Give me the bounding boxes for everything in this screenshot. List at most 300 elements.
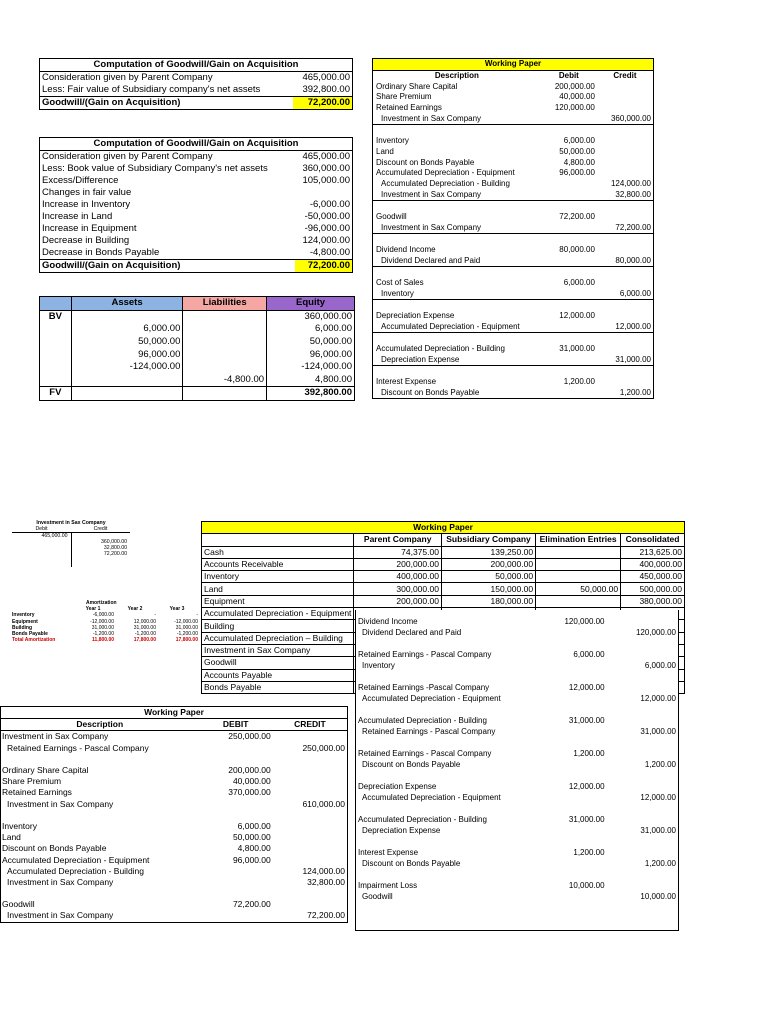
- entry-credit: [607, 682, 678, 693]
- entry-description: Retained Earnings - Pascal Company: [7, 742, 149, 753]
- entry-debit: 370,000.00: [228, 787, 271, 798]
- entry-description: Accumulated Depreciation - Building: [358, 815, 487, 824]
- row-value: 124,000.00: [302, 235, 350, 246]
- entry-credit: [597, 125, 654, 136]
- entry-debit: 72,200.00: [559, 211, 595, 221]
- amortization-value: 11,800.00: [92, 637, 114, 644]
- entry-credit: 12,000.00: [615, 321, 651, 331]
- amortization-value: 17,800.00: [133, 637, 156, 644]
- row-value: 465,000.00: [302, 72, 350, 83]
- entry-debit: 31,000.00: [559, 344, 595, 354]
- entry-row: [1, 731, 348, 743]
- row-label: Less: Fair value of Subsidiary company's net assets: [42, 84, 261, 95]
- account-name: Building: [202, 620, 354, 632]
- entry-credit: 72,200.00: [307, 910, 345, 921]
- entry-debit: [541, 333, 597, 344]
- entry-debit: [548, 693, 607, 704]
- amortization-row: [12, 637, 198, 643]
- entry-debit: [548, 770, 607, 781]
- bv-tag: BV: [40, 310, 72, 323]
- entry-row: [373, 311, 654, 322]
- entry-debit: [548, 671, 607, 682]
- entry-debit: [548, 660, 607, 671]
- subsidiary-value: 50,000.00: [441, 571, 535, 583]
- entry-description: Cost of Sales: [376, 278, 424, 288]
- goodwill-label: Goodwill/(Gain on Acquisition): [40, 97, 294, 110]
- amortization-value: 31,000.00: [133, 624, 156, 631]
- row-value: 360,000.00: [302, 163, 350, 174]
- entry-credit: [607, 649, 678, 660]
- t-credit-label: Credit: [93, 526, 108, 532]
- working-paper-title: Working Paper: [1, 707, 348, 719]
- entry-description: [356, 836, 548, 847]
- entry-credit: [273, 888, 348, 899]
- entry-row: [356, 660, 678, 671]
- row-value: -96,000.00: [304, 223, 350, 234]
- amortization-value: 31,000.00: [175, 624, 198, 631]
- entry-description: Goodwill: [362, 892, 393, 901]
- entry-row: [373, 255, 654, 266]
- entry-row: [356, 704, 678, 715]
- entry-row: [373, 113, 654, 124]
- entry-debit: [541, 322, 597, 333]
- entry-credit: [607, 638, 678, 649]
- parent-value: 300,000.00: [354, 583, 442, 595]
- entry-description: Impairment Loss: [358, 881, 418, 890]
- entry-description: Inventory: [2, 820, 37, 831]
- entry-debit: [548, 638, 607, 649]
- consolidation-row: [202, 595, 685, 607]
- amortization-value: -12,000.00: [174, 618, 198, 625]
- entry-debit: [541, 255, 597, 266]
- entry-description: [373, 300, 541, 311]
- entry-debit: 12,000.00: [568, 683, 605, 692]
- elimination-value: 50,000.00: [536, 583, 621, 595]
- entry-row: [356, 616, 678, 627]
- entry-debit: [541, 288, 597, 299]
- entry-credit: [607, 748, 678, 759]
- entry-credit: [597, 333, 654, 344]
- entry-credit: 6,000.00: [619, 288, 651, 298]
- entry-description: Discount on Bonds Payable: [2, 843, 107, 854]
- year-header: Year 2: [127, 606, 143, 613]
- account-name: Land: [202, 583, 354, 595]
- entry-debit: 96,000.00: [559, 168, 595, 178]
- entry-credit: [597, 234, 654, 245]
- entry-row: [373, 355, 654, 366]
- equity-total: 392,800.00: [267, 387, 355, 401]
- entry-description: Depreciation Expense: [358, 782, 437, 791]
- entry-credit: [597, 81, 654, 92]
- account-name: Bonds Payable: [202, 681, 354, 693]
- entry-debit: [548, 858, 607, 869]
- col-header: [202, 534, 354, 546]
- entry-credit: [597, 92, 654, 103]
- entry-debit: [541, 113, 597, 124]
- assets-cell: 6,000.00: [71, 323, 183, 336]
- amortization-value: -6,000.00: [92, 612, 114, 619]
- entry-credit: [597, 377, 654, 388]
- desc-header: Description: [1, 719, 199, 731]
- liab-cell: [183, 361, 267, 374]
- year-header: Year 1: [85, 606, 101, 613]
- entry-description: Accumulated Depreciation - Equipment: [362, 694, 501, 703]
- entry-description: Dividend Income: [376, 245, 436, 255]
- entry-debit: 72,200.00: [232, 899, 271, 910]
- entry-row: [356, 847, 678, 858]
- parent-value: 200,000.00: [354, 595, 442, 607]
- entry-description: Ordinary Share Capital: [2, 765, 89, 776]
- entry-credit: [273, 821, 348, 832]
- entry-row: [356, 814, 678, 825]
- row-value: [295, 187, 353, 199]
- account-name: Goodwill: [202, 657, 354, 669]
- entry-description: Inventory: [376, 136, 409, 146]
- row-label: Changes in fair value: [42, 187, 132, 198]
- entry-credit: [597, 168, 654, 179]
- entry-row: [356, 649, 678, 660]
- t-credit-value: 360,000.00: [101, 539, 127, 545]
- entry-debit: [199, 810, 273, 821]
- liab-cell: [183, 310, 267, 323]
- entry-description: Investment in Sax Company: [381, 222, 482, 232]
- goodwill-table-title: Computation of Goodwill/Gain on Acquisition: [40, 59, 353, 72]
- entry-description: [1, 888, 199, 899]
- entry-credit: [607, 847, 678, 858]
- entry-credit: [273, 810, 348, 821]
- entry-credit: [607, 616, 678, 627]
- amortization-label: Building: [12, 624, 32, 631]
- entry-debit: [199, 743, 273, 754]
- entry-debit: [548, 891, 607, 902]
- assets-cell: [71, 310, 183, 323]
- entry-row: [356, 825, 678, 836]
- entry-description: [356, 638, 548, 649]
- entry-debit: [541, 366, 597, 377]
- entry-row: [356, 638, 678, 649]
- entry-debit: 6,000.00: [237, 820, 271, 831]
- entry-row: [373, 147, 654, 158]
- consolidation-row: [202, 546, 685, 558]
- entry-description: Depreciation Expense: [362, 826, 441, 835]
- entry-row: [373, 377, 654, 388]
- entry-row: [1, 854, 348, 865]
- entry-row: [356, 682, 678, 693]
- entry-debit: [199, 799, 273, 810]
- entry-credit: [597, 147, 654, 158]
- subsidiary-value: 180,000.00: [441, 595, 535, 607]
- entry-debit: [541, 222, 597, 233]
- entry-debit: [548, 704, 607, 715]
- goodwill-table-title: Computation of Goodwill/Gain on Acquisition: [40, 138, 353, 151]
- working-paper-5-frame: [355, 610, 679, 931]
- entry-row: [373, 212, 654, 223]
- entry-credit: 80,000.00: [615, 255, 651, 265]
- entry-row: [373, 92, 654, 103]
- entry-debit: [541, 125, 597, 136]
- amortization-value: -1,200.00: [176, 631, 198, 638]
- entry-credit: 72,200.00: [615, 222, 651, 232]
- entry-credit: [597, 136, 654, 147]
- entry-description: Discount on Bonds Payable: [376, 157, 475, 167]
- entry-debit: [541, 179, 597, 190]
- account-name: Inventory: [202, 571, 354, 583]
- entry-description: Investment in Sax Company: [7, 876, 114, 887]
- goodwill-table-2: [39, 137, 353, 273]
- entry-credit: [597, 311, 654, 322]
- entry-description: [356, 803, 548, 814]
- entry-credit: [273, 854, 348, 865]
- entry-debit: [199, 754, 273, 765]
- entry-credit: 124,000.00: [302, 865, 345, 876]
- entry-credit: 31,000.00: [615, 354, 651, 364]
- entry-credit: [607, 869, 678, 880]
- entry-row: [373, 267, 654, 278]
- row-value: -6,000.00: [309, 199, 350, 210]
- entry-debit: 1,200.00: [573, 848, 605, 857]
- entry-description: [356, 770, 548, 781]
- t-credit-value: 32,800.00: [103, 545, 127, 551]
- entry-credit: [273, 832, 348, 843]
- entry-credit: 32,800.00: [615, 189, 651, 199]
- entry-debit: [541, 200, 597, 211]
- entry-debit: 40,000.00: [232, 776, 271, 787]
- account-name: Accounts Payable: [202, 669, 354, 681]
- entry-row: [1, 787, 348, 798]
- liab-cell: -4,800.00: [183, 374, 267, 387]
- working-paper-4: [0, 706, 348, 923]
- entry-debit: [548, 836, 607, 847]
- entry-description: [373, 234, 541, 245]
- t-debit-value: 465,000.00: [41, 533, 68, 539]
- entry-row: [373, 388, 654, 399]
- credit-header: CREDIT: [273, 719, 348, 731]
- debit-header: DEBIT: [199, 719, 273, 731]
- entry-row: [373, 234, 654, 245]
- entry-description: [373, 333, 541, 344]
- entry-description: [373, 267, 541, 278]
- consolidation-row: [202, 583, 685, 595]
- entry-debit: [548, 726, 607, 737]
- entry-debit: 200,000.00: [228, 765, 271, 776]
- entry-debit: 10,000.00: [568, 881, 605, 890]
- goodwill-value: 72,200.00: [293, 97, 352, 110]
- entry-row: [356, 715, 678, 726]
- amortization-label: Equipment: [12, 618, 38, 625]
- consolidation-row: [202, 571, 685, 583]
- entry-row: [356, 803, 678, 814]
- ale-table: [39, 296, 355, 401]
- entry-debit: 50,000.00: [232, 832, 271, 843]
- entry-debit: 250,000.00: [228, 731, 271, 742]
- col-header: Consolidated: [621, 534, 685, 546]
- entry-credit: 31,000.00: [640, 826, 676, 835]
- entry-description: Inventory: [381, 288, 414, 298]
- entry-description: [356, 671, 548, 682]
- row-label: Consideration given by Parent Company: [42, 151, 213, 162]
- entry-debit: [541, 189, 597, 200]
- entry-description: Dividend Declared and Paid: [362, 628, 462, 637]
- consolidation-row: [202, 558, 685, 570]
- entry-debit: [541, 388, 597, 399]
- entry-row: [373, 288, 654, 299]
- entry-row: [356, 671, 678, 682]
- entry-row: [373, 333, 654, 344]
- entry-credit: 1,200.00: [644, 859, 676, 868]
- amortization-value: 12,000.00: [133, 618, 156, 625]
- entry-description: Dividend Declared and Paid: [381, 255, 481, 265]
- subsidiary-value: 150,000.00: [441, 583, 535, 595]
- entry-description: Retained Earnings: [2, 787, 72, 798]
- entry-row: [1, 843, 348, 854]
- row-label: Less: Book value of Subsidiary Company's net assets: [42, 163, 268, 174]
- amortization-value: -1,200.00: [92, 631, 114, 638]
- entry-debit: 80,000.00: [559, 245, 595, 255]
- elimination-value: [536, 558, 621, 570]
- entry-credit: [607, 814, 678, 825]
- entry-row: [1, 899, 348, 910]
- entry-debit: [541, 300, 597, 311]
- entry-debit: [548, 737, 607, 748]
- entry-row: [373, 189, 654, 200]
- entry-row: [1, 832, 348, 843]
- entry-credit: [273, 754, 348, 765]
- equity-cell: 360,000.00: [267, 310, 355, 323]
- entry-credit: [607, 880, 678, 891]
- consolidated-value: 450,000.00: [621, 571, 685, 583]
- entry-description: Depreciation Expense: [381, 354, 460, 364]
- entry-description: Retained Earnings - Pascal Company: [362, 727, 496, 736]
- col-header: Elimination Entries: [536, 534, 621, 546]
- row-label: Decrease in Bonds Payable: [42, 247, 160, 258]
- entry-description: [373, 125, 541, 136]
- entry-credit: [607, 770, 678, 781]
- amortization-value: -: [154, 612, 156, 619]
- entry-debit: [541, 355, 597, 366]
- account-name: Cash: [202, 546, 354, 558]
- goodwill-value: 72,200.00: [295, 260, 353, 273]
- entry-description: Inventory: [362, 661, 395, 670]
- entry-debit: 31,000.00: [568, 815, 605, 824]
- entry-credit: 31,000.00: [640, 727, 676, 736]
- entry-credit: 124,000.00: [610, 178, 651, 188]
- equity-cell: 96,000.00: [267, 348, 355, 361]
- row-label: Increase in Inventory: [42, 199, 131, 210]
- entry-description: Discount on Bonds Payable: [362, 760, 461, 769]
- entry-row: [356, 869, 678, 880]
- entry-row: [356, 836, 678, 847]
- liabilities-header: Liabilities: [183, 297, 267, 311]
- equity-cell: 50,000.00: [267, 336, 355, 349]
- entry-credit: 360,000.00: [610, 113, 651, 123]
- entry-credit: [597, 366, 654, 377]
- fv-tag: FV: [40, 387, 72, 401]
- elimination-value: [536, 546, 621, 558]
- consolidated-value: 400,000.00: [621, 558, 685, 570]
- entry-credit: [607, 715, 678, 726]
- entry-description: Accumulated Depreciation - Equipment: [362, 793, 501, 802]
- entry-row: [373, 278, 654, 289]
- entry-description: Discount on Bonds Payable: [362, 859, 461, 868]
- equity-cell: 6,000.00: [267, 323, 355, 336]
- entry-debit: 1,200.00: [573, 749, 605, 758]
- liab-cell: [183, 387, 267, 401]
- entry-description: Depreciation Expense: [376, 311, 455, 321]
- entry-debit: [199, 877, 273, 888]
- entry-description: Retained Earnings: [376, 103, 442, 113]
- amortization-table: [12, 600, 198, 643]
- entry-credit: 10,000.00: [640, 892, 676, 901]
- entry-credit: 6,000.00: [644, 661, 676, 670]
- account-name: Investment in Sax Company: [202, 644, 354, 656]
- entry-description: [373, 200, 541, 211]
- entry-row: [373, 103, 654, 114]
- entry-row: [373, 366, 654, 377]
- elimination-value: [536, 595, 621, 607]
- amortization-label: Bonds Payable: [12, 631, 48, 638]
- subsidiary-value: 139,250.00: [441, 546, 535, 558]
- credit-header: Credit: [613, 71, 637, 81]
- entry-credit: 1,200.00: [619, 387, 651, 397]
- entry-debit: 4,800.00: [563, 157, 595, 167]
- entry-credit: [607, 737, 678, 748]
- entry-credit: 12,000.00: [640, 793, 676, 802]
- entry-credit: 120,000.00: [635, 628, 676, 637]
- entry-description: Accumulated Depreciation - Equipment: [381, 321, 520, 331]
- entry-credit: [273, 787, 348, 798]
- entry-debit: 6,000.00: [563, 278, 595, 288]
- entry-description: Retained Earnings - Pascal Company: [358, 749, 492, 758]
- col-header: Parent Company: [354, 534, 442, 546]
- entry-row: [356, 693, 678, 704]
- entry-row: [356, 737, 678, 748]
- entry-debit: [541, 234, 597, 245]
- row-label: Decrease in Building: [42, 235, 130, 246]
- entry-credit: 32,800.00: [307, 876, 345, 887]
- assets-cell: 96,000.00: [71, 348, 183, 361]
- entry-description: [373, 366, 541, 377]
- entry-row: [356, 627, 678, 638]
- liab-cell: [183, 336, 267, 349]
- entry-description: Investment in Sax Company: [2, 731, 109, 742]
- debit-header: Debit: [558, 71, 579, 81]
- amortization-value: 17,800.00: [175, 637, 198, 644]
- entry-row: [373, 222, 654, 233]
- amortization-title: Amortization: [86, 600, 117, 606]
- t-debit-label: Debit: [35, 526, 48, 532]
- assets-cell: [71, 374, 183, 387]
- entry-description: Investment in Sax Company: [381, 189, 482, 199]
- entry-credit: [607, 781, 678, 792]
- entry-credit: [607, 704, 678, 715]
- entry-row: [373, 81, 654, 92]
- entry-row: [373, 125, 654, 136]
- entry-credit: [597, 103, 654, 114]
- entry-row: [1, 799, 348, 810]
- row-label: Increase in Equipment: [42, 223, 137, 234]
- entry-debit: 31,000.00: [568, 716, 605, 725]
- entry-debit: 12,000.00: [559, 311, 595, 321]
- entry-debit: [548, 792, 607, 803]
- subsidiary-value: 200,000.00: [441, 558, 535, 570]
- parent-value: 74,375.00: [354, 546, 442, 558]
- entry-debit: [199, 866, 273, 877]
- entry-description: Investment in Sax Company: [7, 798, 114, 809]
- working-paper-title: Working Paper: [373, 59, 654, 71]
- equity-cell: -124,000.00: [267, 361, 355, 374]
- entry-row: [373, 344, 654, 355]
- liab-cell: [183, 348, 267, 361]
